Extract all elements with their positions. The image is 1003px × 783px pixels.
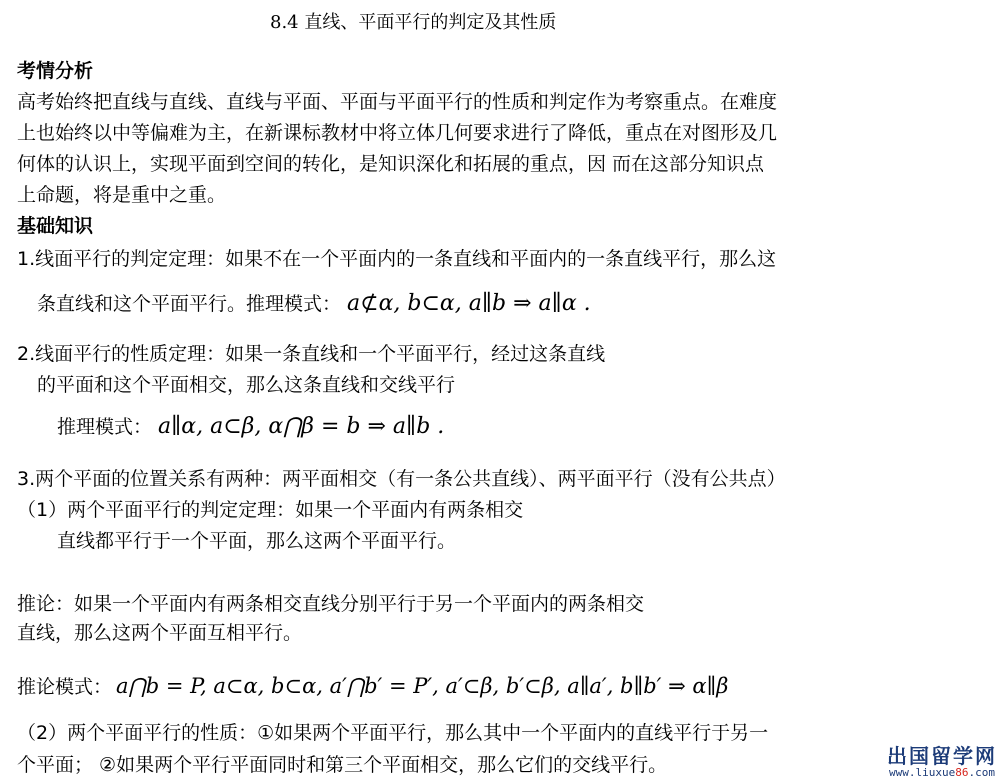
corollary-formula: a⋂b = P, a⊂α, b⊂α, a′⋂b′ = P′, a′⊂β, b′⊂β, a∥a′, b∥b′ ⇒ α∥β bbox=[116, 674, 729, 698]
sub-1-line-2: 直线都平行于一个平面，那么这两个平面平行。 bbox=[57, 530, 457, 552]
theorem-2-formula-line bbox=[57, 414, 444, 440]
section-heading-basics: 基础知识 bbox=[17, 215, 94, 237]
corollary-formula-line bbox=[17, 673, 728, 700]
theorem-2-line-2: 的平面和这个平面相交，那么这条直线和交线平行 bbox=[37, 374, 456, 396]
corollary-line-1: 推论：如果一个平面内有两条相交直线分别平行于另一个平面内的两条相交 bbox=[17, 593, 645, 615]
watermark-url-accent: 86 bbox=[955, 766, 969, 779]
sub-2-line-2: 个平面； ②如果两个平行平面同时和第三个平面相交，那么它们的交线平行。 bbox=[17, 754, 668, 776]
watermark-url-suffix: .com bbox=[968, 766, 995, 779]
watermark-main: 出国留学网 bbox=[887, 744, 997, 768]
section-heading-analysis: 考情分析 bbox=[17, 60, 94, 82]
analysis-line-3: 何体的认识上，实现平面到空间的转化，是知识深化和拓展的重点，因 而在这部分知识点 bbox=[17, 153, 765, 175]
sub-2-line-1: （2）两个平面平行的性质：①如果两个平面平行，那么其中一个平面内的直线平行于另一 bbox=[17, 722, 769, 744]
analysis-line-2: 上也始终以中等偏难为主，在新课标教材中将立体几何要求进行了降低，重点在对图形及几 bbox=[17, 122, 778, 144]
watermark-logo bbox=[887, 745, 997, 779]
page-title: 8.4 直线、平面平行的判定及其性质 bbox=[270, 12, 557, 33]
watermark-url bbox=[887, 767, 997, 779]
corollary-line-2: 直线，那么这两个平面互相平行。 bbox=[17, 622, 303, 644]
analysis-line-1: 高考始终把直线与直线、直线与平面、平面与平面平行的性质和判定作为考察重点。在难度 bbox=[17, 91, 778, 113]
analysis-line-4: 上命题，将是重中之重。 bbox=[17, 184, 227, 206]
corollary-label: 推论模式： bbox=[17, 676, 113, 698]
theorem-2-line-1: 2.线面平行的性质定理：如果一条直线和一个平面平行，经过这条直线 bbox=[17, 343, 606, 365]
watermark-url-prefix: www.liuxue bbox=[889, 766, 956, 779]
theorem-1-line-1: 1.线面平行的判定定理：如果不在一个平面内的一条直线和平面内的一条直线平行，那么这 bbox=[17, 248, 777, 270]
theorem-1-formula: a⊄α, b⊂α, a∥b ⇒ a∥α . bbox=[347, 291, 591, 316]
item-3-line-1: 3.两个平面的位置关系有两种：两平面相交（有一条公共直线）、两平面平行（没有公共点） bbox=[17, 468, 786, 490]
theorem-2-formula: a∥α, a⊂β, α⋂β = b ⇒ a∥b . bbox=[158, 414, 445, 439]
theorem-1-line-2 bbox=[37, 291, 591, 317]
theorem-1-text: 条直线和这个平面平行。推理模式： bbox=[37, 293, 342, 315]
theorem-2-label: 推理模式： bbox=[57, 416, 153, 438]
sub-1-line-1: （1）两个平面平行的判定定理：如果一个平面内有两条相交 bbox=[17, 499, 524, 521]
